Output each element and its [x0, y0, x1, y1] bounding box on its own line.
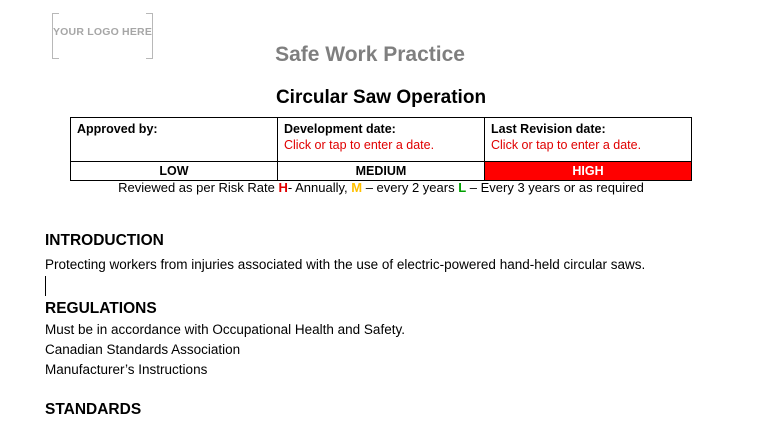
introduction-text[interactable]: Protecting workers from injuries associated with the use of electric-powered hand-held circular saws. — [45, 257, 646, 272]
text-cursor — [45, 276, 46, 296]
review-medium-text: – every 2 years — [362, 180, 459, 195]
development-date-label: Development date: — [284, 122, 396, 136]
approved-by-cell[interactable] — [71, 118, 278, 162]
approval-table — [70, 117, 692, 181]
risk-rate-row — [71, 162, 692, 181]
revision-date-cell — [485, 118, 692, 162]
regulation-line-3[interactable]: Manufacturer’s Instructions — [45, 362, 208, 377]
document-subtitle: Circular Saw Operation — [275, 87, 487, 108]
development-date-cell — [278, 118, 485, 162]
review-medium-letter: M — [351, 180, 363, 195]
regulation-line-2[interactable]: Canadian Standards Association — [45, 342, 241, 357]
regulation-line-1[interactable]: Must be in accordance with Occupational Health and Safety. — [45, 322, 405, 337]
review-frequency-note — [0, 180, 762, 195]
standards-heading: STANDARDS — [45, 401, 142, 418]
revision-date-picker[interactable]: Click or tap to enter a date. — [491, 138, 642, 152]
review-low-letter: L — [458, 180, 467, 195]
approval-row — [71, 118, 692, 162]
review-prefix: Reviewed as per Risk Rate — [118, 180, 279, 195]
logo-text: YOUR LOGO HERE — [52, 26, 153, 38]
review-high-text: - Annually, — [287, 180, 352, 195]
document-title: Safe Work Practice — [275, 43, 465, 66]
review-low-text: – Every 3 years or as required — [466, 180, 644, 195]
regulations-heading: REGULATIONS — [45, 300, 157, 317]
revision-date-label: Last Revision date: — [491, 122, 606, 136]
introduction-heading: INTRODUCTION — [45, 232, 164, 249]
approved-by-label: Approved by: — [77, 122, 158, 136]
risk-high-cell[interactable]: HIGH — [485, 162, 692, 181]
risk-medium-cell[interactable]: MEDIUM — [278, 162, 485, 181]
risk-low-cell[interactable]: LOW — [71, 162, 278, 181]
development-date-picker[interactable]: Click or tap to enter a date. — [284, 138, 435, 152]
review-high-letter: H — [278, 180, 288, 195]
